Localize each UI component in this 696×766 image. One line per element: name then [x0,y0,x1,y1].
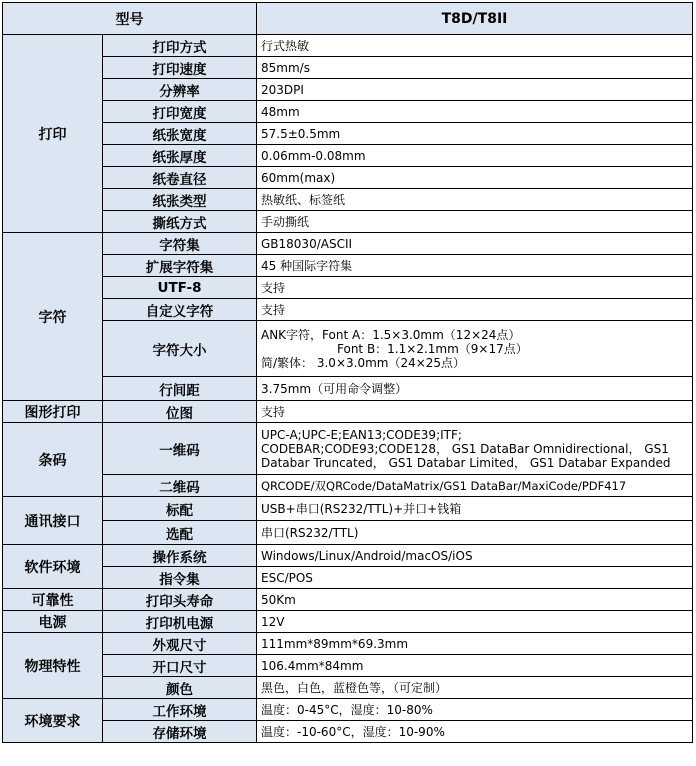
spec-label: 指令集 [103,567,257,589]
category-chars: 字符 [3,233,103,401]
spec-label: 打印机电源 [103,611,257,633]
spec-label: 打印方式 [103,35,257,57]
spec-value: 手动撕纸 [257,211,693,233]
spec-label: 标配 [103,497,257,521]
spec-label: 外观尺寸 [103,633,257,655]
spec-label: 位图 [103,401,257,423]
spec-label: 选配 [103,521,257,545]
spec-value: 串口(RS232/TTL) [257,521,693,545]
char-size-line: Font B：1.1×2.1mm（9×17点） [337,341,528,356]
category-power: 电源 [3,611,103,633]
spec-value: 支持 [257,277,693,299]
model-label: 型号 [3,3,257,35]
spec-value: 温度：-10-60°C，湿度：10-90% [257,721,693,743]
model-value: T8D/T8II [257,3,693,35]
spec-label: 操作系统 [103,545,257,567]
spec-label: 打印宽度 [103,101,257,123]
spec-label: 打印头寿命 [103,589,257,611]
spec-label: 字符集 [103,233,257,255]
spec-value: 203DPI [257,79,693,101]
spec-value: 45 种国际字符集 [257,255,693,277]
spec-label: 颜色 [103,677,257,699]
spec-label: 纸卷直径 [103,167,257,189]
spec-label: 二维码 [103,475,257,497]
char-size-line: 简/繁体： 3.0×3.0mm（24×25点） [261,355,466,370]
spec-label: 一维码 [103,423,257,475]
barcode-line: CODEBAR;CODE93;CODE128， GS1 DataBar Omnidirectional， GS1 [261,441,669,456]
spec-label: 自定义字符 [103,299,257,321]
category-physical: 物理特性 [3,633,103,699]
spec-value: 支持 [257,299,693,321]
category-print: 打印 [3,35,103,233]
spec-value: Windows/Linux/Android/macOS/iOS [257,545,693,567]
spec-value: 48mm [257,101,693,123]
spec-value: 106.4mm*84mm [257,655,693,677]
spec-value: 12V [257,611,693,633]
category-barcode: 条码 [3,423,103,497]
spec-label: 扩展字符集 [103,255,257,277]
barcode-line: Databar Truncated， GS1 Databar Limited， GS1 Databar Expanded [261,455,671,470]
spec-value: 行式热敏 [257,35,693,57]
spec-value: 50Km [257,589,693,611]
spec-value: QRCODE/双QRCode/DataMatrix/GS1 DataBar/MaxiCode/PDF417 [257,475,693,497]
spec-value-multiline [257,423,693,475]
spec-value: 57.5±0.5mm [257,123,693,145]
spec-value: 支持 [257,401,693,423]
spec-value: 60mm(max) [257,167,693,189]
spec-value: USB+串口(RS232/TTL)+并口+钱箱 [257,497,693,521]
spec-value: GB18030/ASCII [257,233,693,255]
spec-value: 111mm*89mm*69.3mm [257,633,693,655]
spec-label: 打印速度 [103,57,257,79]
spec-value: 热敏纸、标签纸 [257,189,693,211]
category-reliability: 可靠性 [3,589,103,611]
spec-value-multiline [257,321,693,377]
spec-label: 撕纸方式 [103,211,257,233]
barcode-line: UPC-A;UPC-E;EAN13;CODE39;ITF; [261,427,462,442]
spec-label: UTF-8 [103,277,257,299]
spec-label: 分辨率 [103,79,257,101]
spec-value: 温度：0-45°C，湿度：10-80% [257,699,693,721]
spec-label: 纸张类型 [103,189,257,211]
spec-label: 存储环境 [103,721,257,743]
spec-value: 85mm/s [257,57,693,79]
spec-label: 字符大小 [103,321,257,377]
spec-value: ESC/POS [257,567,693,589]
spec-label: 工作环境 [103,699,257,721]
category-software: 软件环境 [3,545,103,589]
category-graphics: 图形打印 [3,401,103,423]
spec-label: 纸张宽度 [103,123,257,145]
spec-label: 开口尺寸 [103,655,257,677]
category-interface: 通讯接口 [3,497,103,545]
spec-value: 黑色，白色，蓝橙色等，（可定制） [257,677,693,699]
category-environment: 环境要求 [3,699,103,743]
spec-table [2,2,693,743]
char-size-line: ANK字符，Font A：1.5×3.0mm（12×24点） [261,327,521,342]
spec-label: 纸张厚度 [103,145,257,167]
spec-value: 0.06mm-0.08mm [257,145,693,167]
spec-label: 行间距 [103,377,257,401]
spec-value: 3.75mm（可用命令调整） [257,377,693,401]
